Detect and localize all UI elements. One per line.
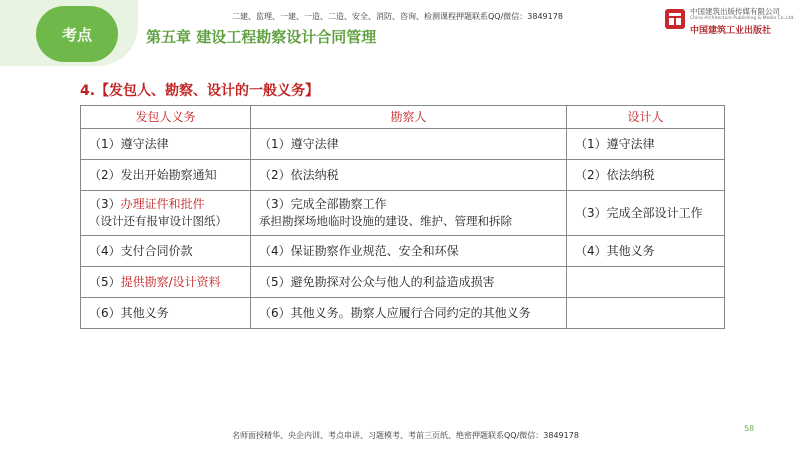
- surveyor-duty-note: 承担勘探场地临时设施的建设、维护、管理和拆除: [259, 214, 512, 228]
- top-contact-note: 二建、监理、一建、一造、二造、安全、消防、咨询、检测课程押题联系QQ/微信：3849178: [232, 12, 563, 21]
- employer-duty: （1）遵守法律: [81, 129, 251, 160]
- surveyor-duty: （6）其他义务。勘察人应履行合同约定的其他义务: [251, 298, 567, 329]
- employer-duty: （6）其他义务: [81, 298, 251, 329]
- publisher-brand: 中国建筑工业出版社: [690, 26, 772, 36]
- surveyor-duty: （4）保证勘察作业规范、安全和环保: [251, 236, 567, 267]
- table-row: [81, 191, 725, 236]
- bottom-contact-note: 名师面授精华、央企内训、考点串讲、习题模考、考前三页纸、绝密押题联系QQ/微信：3849178: [232, 431, 579, 440]
- page-number: 58: [744, 424, 755, 433]
- surveyor-duty: （1）遵守法律: [251, 129, 567, 160]
- topic-badge: 考点: [36, 6, 118, 62]
- designer-duty: （3）完成全部设计工作: [567, 191, 725, 236]
- column-header-employer: 发包人义务: [81, 106, 251, 129]
- table-row: [81, 267, 725, 298]
- designer-duty: [567, 298, 725, 329]
- designer-duty: （2）依法纳税: [567, 160, 725, 191]
- publisher-logo-icon: [664, 8, 686, 30]
- table-row: [81, 160, 725, 191]
- employer-duty-number: （3）: [89, 197, 121, 211]
- section-heading: 4.【发包人、勘察、设计的一般义务】: [80, 83, 320, 99]
- table-header-row: [81, 106, 725, 129]
- employer-duty-highlight: 提供勘察/设计资料: [120, 274, 221, 289]
- surveyor-duty: （5）避免勘探对公众与他人的利益造成损害: [251, 267, 567, 298]
- table-row: [81, 298, 725, 329]
- column-header-surveyor: 勘察人: [251, 106, 567, 129]
- column-header-designer: 设计人: [567, 106, 725, 129]
- employer-duty-note: （设计还有报审设计图纸）: [89, 214, 227, 228]
- surveyor-duty-main: （3）完成全部勘察工作: [259, 197, 387, 211]
- designer-duty: （4）其他义务: [567, 236, 725, 267]
- employer-duty: [81, 267, 251, 298]
- chapter-title: 第五章 建设工程勘察设计合同管理: [146, 28, 377, 46]
- employer-duty-highlight: 办理证件和批件: [120, 197, 205, 211]
- employer-duty: （4）支付合同价款: [81, 236, 251, 267]
- table-row: [81, 236, 725, 267]
- duties-table: [80, 105, 725, 329]
- employer-duty: [81, 191, 251, 236]
- designer-duty: （1）遵守法律: [567, 129, 725, 160]
- surveyor-duty: [251, 191, 567, 236]
- publisher-name-en: China Architecture Publishing & Media Co.,Ltd.: [690, 16, 795, 21]
- designer-duty: [567, 267, 725, 298]
- employer-duty: （2）发出开始勘察通知: [81, 160, 251, 191]
- surveyor-duty: （2）依法纳税: [251, 160, 567, 191]
- employer-duty-number: （5）: [89, 274, 121, 289]
- publisher-name-cn: 中国建筑出版传媒有限公司: [690, 7, 780, 16]
- table-row: [81, 129, 725, 160]
